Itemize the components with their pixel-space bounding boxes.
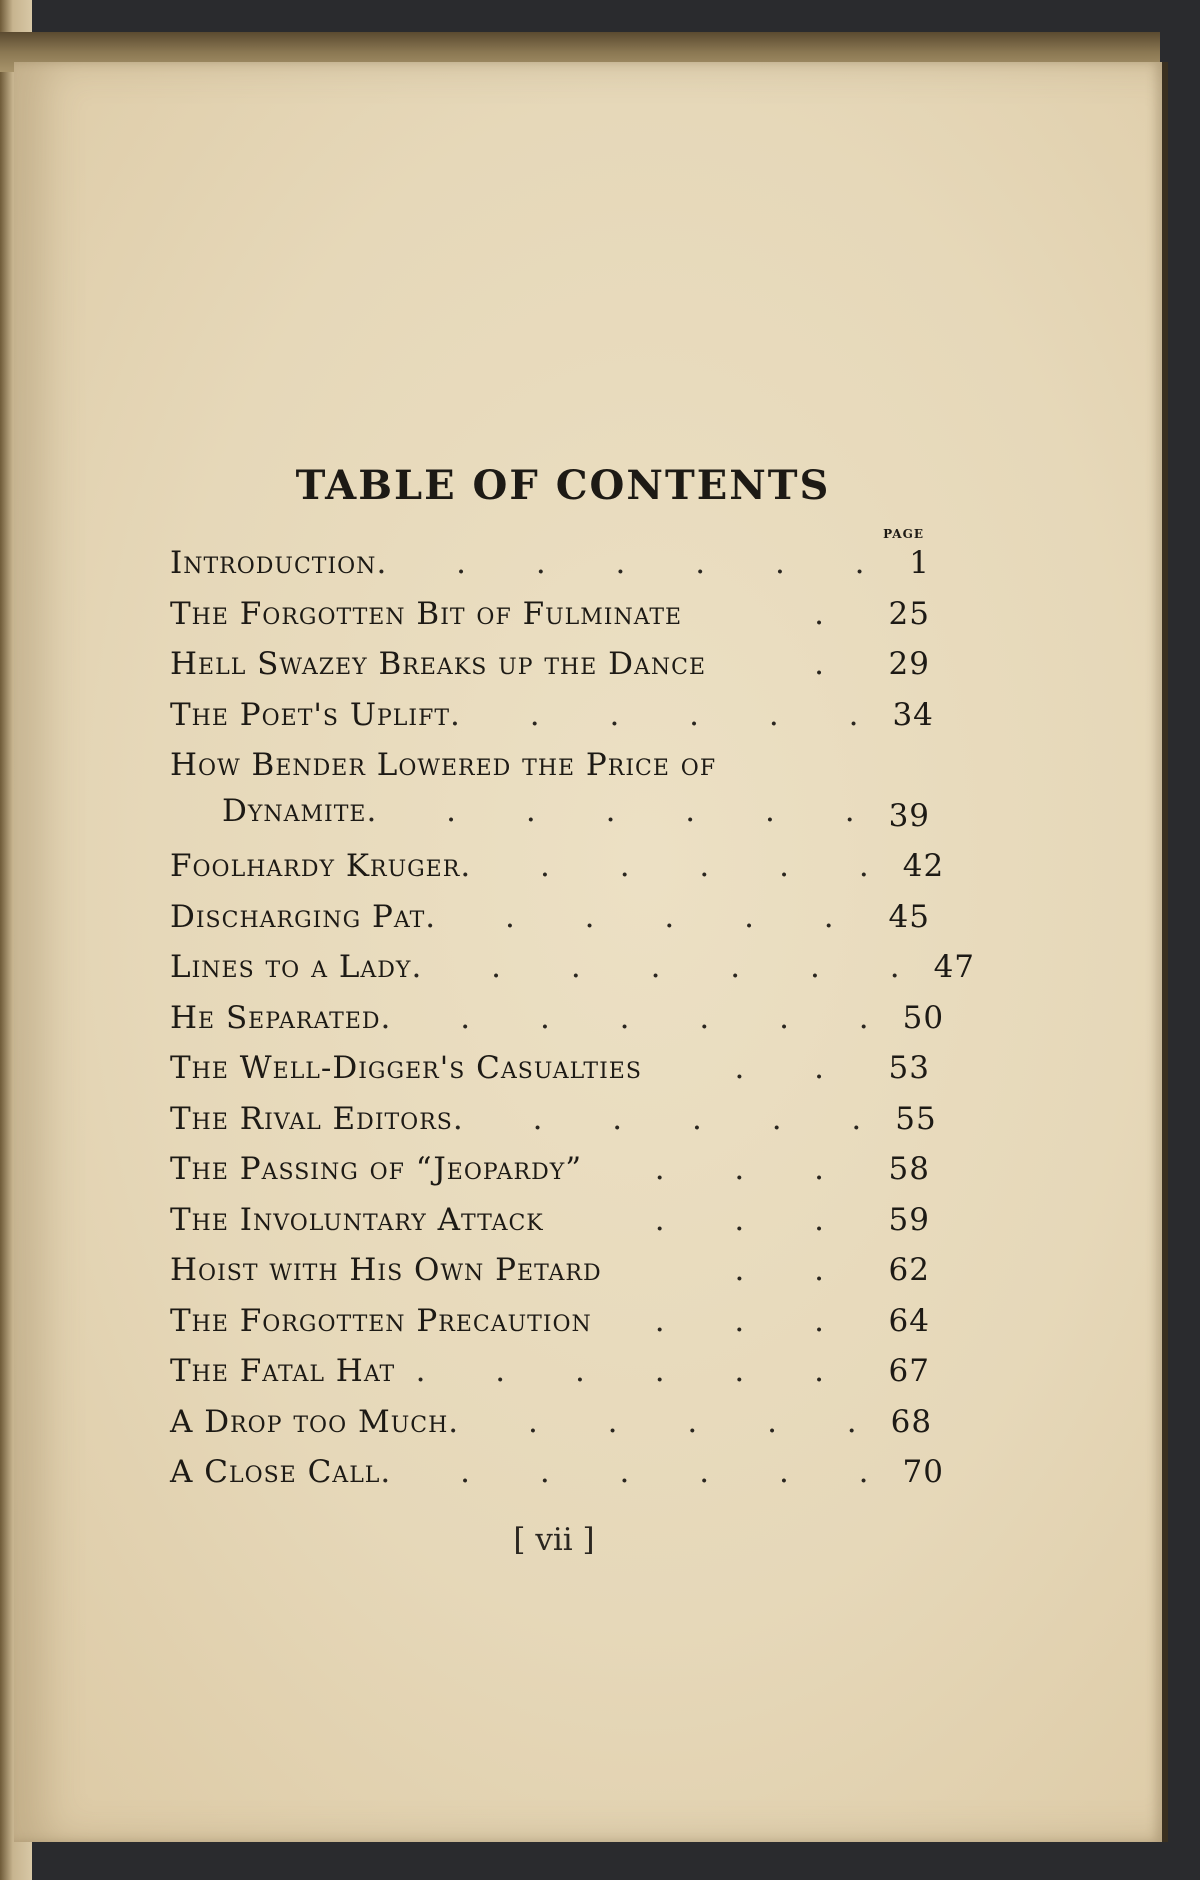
dot-leader: . . . . . . . [380, 1454, 899, 1490]
toc-entry [170, 1454, 944, 1505]
toc-entry-page: 59 [888, 1201, 930, 1238]
toc-entry-title: A Drop too Much [170, 1403, 449, 1440]
toc-entry-page: 70 [902, 1454, 944, 1490]
dot-leader: . [814, 595, 854, 632]
dot-leader: . [814, 646, 854, 682]
toc-entry-page: 67 [888, 1353, 930, 1389]
toc-entry [170, 1403, 933, 1455]
dot-leader: . . . . . . . [366, 793, 885, 829]
toc-entry-title: He Separated [170, 999, 381, 1036]
toc-entry-title: The Well-Digger's Casualties [170, 1050, 642, 1086]
toc-entry-title: A Close Call [170, 1454, 381, 1490]
toc-entry-page: 68 [890, 1403, 933, 1440]
dot-leader: . . . . . . . [380, 999, 899, 1036]
toc-entry [170, 596, 930, 647]
toc-entry-page: 53 [888, 1050, 930, 1086]
toc-entry-title: Discharging Pat [170, 898, 426, 935]
toc-entry [170, 1252, 930, 1303]
toc-entry-title: The Rival Editors [170, 1100, 453, 1137]
dot-leader: . . [734, 1252, 854, 1288]
toc-entry [170, 1100, 937, 1152]
toc-entry-title: How Bender Lowered the Price of [170, 747, 717, 783]
toc-entry [170, 747, 930, 848]
toc-entry-page: 58 [888, 1151, 930, 1187]
toc-entry [170, 999, 945, 1051]
toc-entry-continuation [170, 793, 889, 829]
page-title: TABLE OF CONTENTS [295, 462, 831, 509]
toc-entry-page: 34 [892, 696, 934, 733]
toc-entry [170, 1353, 930, 1404]
dot-leader: . . . [654, 1302, 854, 1339]
toc-list [170, 545, 976, 1505]
toc-entry-title: Foolhardy Kruger [170, 848, 461, 884]
toc-entry-page: 62 [888, 1252, 930, 1288]
toc-entry [170, 949, 976, 1000]
toc-entry-page: 55 [895, 1100, 937, 1137]
dot-leader: . . . . . . [448, 1403, 887, 1440]
dot-leader: . . . . . . . [376, 545, 895, 581]
toc-entry [170, 1202, 930, 1253]
toc-entry-page: 47 [933, 949, 976, 985]
toc-entry [170, 545, 930, 596]
dot-leader: . . . . . . [450, 696, 889, 733]
toc-entry-title: The Forgotten Bit of Fulminate [170, 595, 683, 632]
toc-entry [170, 1050, 930, 1101]
toc-entry [170, 1303, 930, 1354]
toc-entry [170, 646, 930, 697]
toc-entry-title-block [170, 747, 889, 829]
toc-entry-page: 1 [909, 545, 930, 581]
book-page [14, 62, 1168, 1842]
toc-entry-page: 29 [888, 646, 930, 682]
toc-entry-page: 50 [902, 999, 945, 1036]
toc-entry [170, 1151, 930, 1202]
toc-entry-page: 64 [888, 1302, 930, 1339]
toc-entry [170, 848, 945, 899]
dot-leader: . . . . . . [460, 848, 899, 884]
toc-entry [170, 696, 934, 748]
toc-entry-title: The Poet's Uplift [170, 696, 451, 733]
table-of-contents [170, 462, 976, 1505]
dot-leader: . . . . . . [415, 1353, 854, 1389]
toc-entry-title: Introduction [170, 545, 377, 581]
toc-entry-title: The Forgotten Precaution [170, 1302, 592, 1339]
toc-entry-title: The Passing of “Jeopardy” [170, 1151, 583, 1187]
toc-entry-title: The Fatal Hat [170, 1353, 396, 1389]
toc-entry-title: The Involuntary Attack [170, 1201, 544, 1238]
toc-entry [170, 899, 930, 950]
toc-entry-title: Hell Swazey Breaks up the Dance [170, 646, 707, 682]
page-number-folio: [ vii ] [513, 1522, 595, 1558]
toc-entry-title-continued: Dynamite [222, 793, 367, 829]
dot-leader: . . [734, 1050, 854, 1086]
dot-leader: . . . [654, 1151, 854, 1187]
toc-entry-page: 25 [888, 595, 930, 632]
toc-entry-title: Lines to a Lady [170, 949, 412, 985]
dot-leader: . . . . . . [452, 1100, 892, 1137]
dot-leader: . . . [654, 1201, 854, 1238]
toc-entry-title: Hoist with His Own Petard [170, 1252, 602, 1288]
toc-entry-page: 42 [902, 848, 945, 884]
dot-leader: . . . . . . [425, 898, 864, 935]
dot-leader: . . . . . . . [411, 949, 930, 985]
toc-entry-page: 45 [888, 898, 930, 935]
toc-entry-page: 39 [888, 798, 931, 834]
page-column-label: PAGE [883, 527, 924, 541]
